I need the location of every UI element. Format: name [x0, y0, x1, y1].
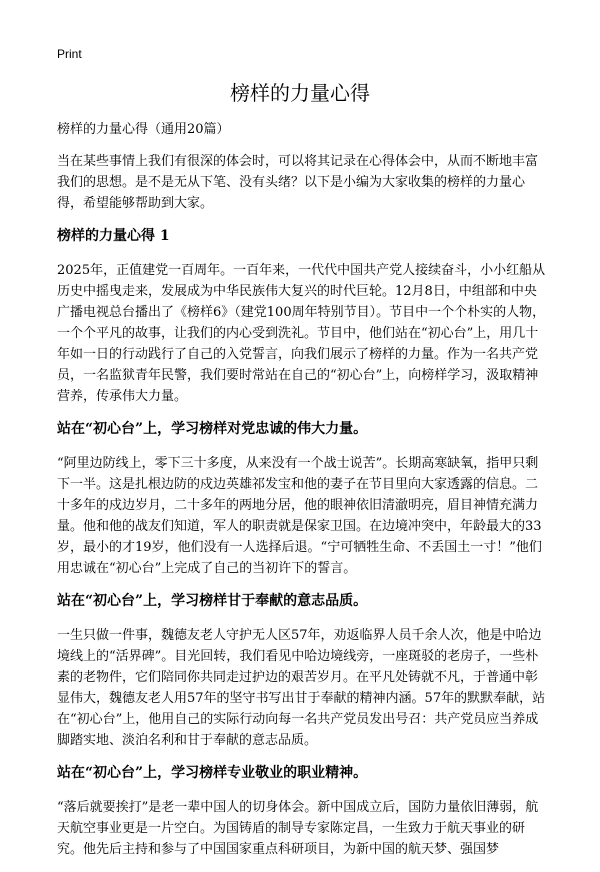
section-1-paragraph: 2025年，正值建党一百周年。一百年来，一代代中国共产党人接续奋斗，小小红船从历史中摇曳走来，发展成为中华民族伟大复兴的时代巨轮。12月8日，中组部和中央广播电视总台播出了《榜样6》（建党100周年特别节目）。节目中一个个朴实的人物，一个个平凡的故事，让我们的内心受到洗礼。节目中，他们站在“初心台”上，用几十年如一日的行动践行了自己的入党誓言，向我们展示了榜样的力量。作为一名共产党员，一名监狱青年民警，我们要时常站在自己的“初心台”上，向榜样学习，汲取精神营养，传承伟大力量。: [57, 263, 546, 404]
section-heading-1: 榜样的力量心得 1: [57, 228, 170, 244]
print-link[interactable]: Print: [57, 47, 82, 61]
section-heading-4: 站在“初心台”上，学习榜样专业敬业的职业精神。: [57, 765, 368, 781]
article-body: [57, 121, 548, 872]
section-3-paragraph: 一生只做一件事，魏德友老人守护无人区57年，劝返临界人员千余人次，他是中哈边境线上的“活界碑”。目光回转，我们看见中哈边境线旁，一座斑驳的老房子，一些朴素的老物件，它们陪同你共同走过护边的艰苦岁月。在平凡处铸就不凡，于普通中彰显伟大，魏德友老人用57年的坚守书写出甘于奉献的精神内涵。57年的默默奉献，站在“初心台”上，他用自己的实际行动向每一名共产党员发出号召：共产党员应当养成脚踏实地、淡泊名利和甘于奉献的意志品质。: [57, 628, 546, 748]
page-title: 榜样的力量心得: [230, 81, 370, 105]
section-2-paragraph: “阿里边防线上，零下三十多度，从来没有一个战士说苦”。长期高寒缺氧，指甲只剩下一半。这是扎根边防的戍边英雄祁发宝和他的妻子在节目里向大家透露的信息。二十多年的戍边岁月，二十多年的两地分居，他的眼神依旧清澈明亮，眉目神情充满力量。他和他的战友们知道，军人的职责就是保家卫国。在边境冲突中，年龄最大的33岁，最小的才19岁，他们没有一人选择后退。“宁可牺牲生命、不丢国土一寸！”他们用忠诚在“初心台”上完成了自己的当初许下的誓言。: [57, 456, 542, 576]
section-heading-3: 站在“初心台”上，学习榜样甘于奉献的意志品质。: [57, 593, 368, 609]
section-heading-2: 站在“初心台”上，学习榜样对党忠诚的伟大力量。: [57, 421, 368, 437]
article-subtitle: 榜样的力量心得（通用20篇）: [57, 122, 230, 137]
intro-paragraph: 当在某些事情上我们有很深的体会时，可以将其记录在心得体会中，从而不断地丰富我们的思想。是不是无从下笔、没有头绪？以下是小编为大家收集的榜样的力量心得，希望能够帮助到大家。: [57, 154, 539, 211]
section-4-paragraph: “落后就要挨打”是老一辈中国人的切身体会。新中国成立后，国防力量依旧薄弱，航天航空事业更是一片空白。为国铸盾的制导专家陈定昌，一生致力于航天事业的研究。他先后主持和参与了中国国家重点科研项目，为新中国的航天梦、强国梦: [57, 800, 539, 857]
